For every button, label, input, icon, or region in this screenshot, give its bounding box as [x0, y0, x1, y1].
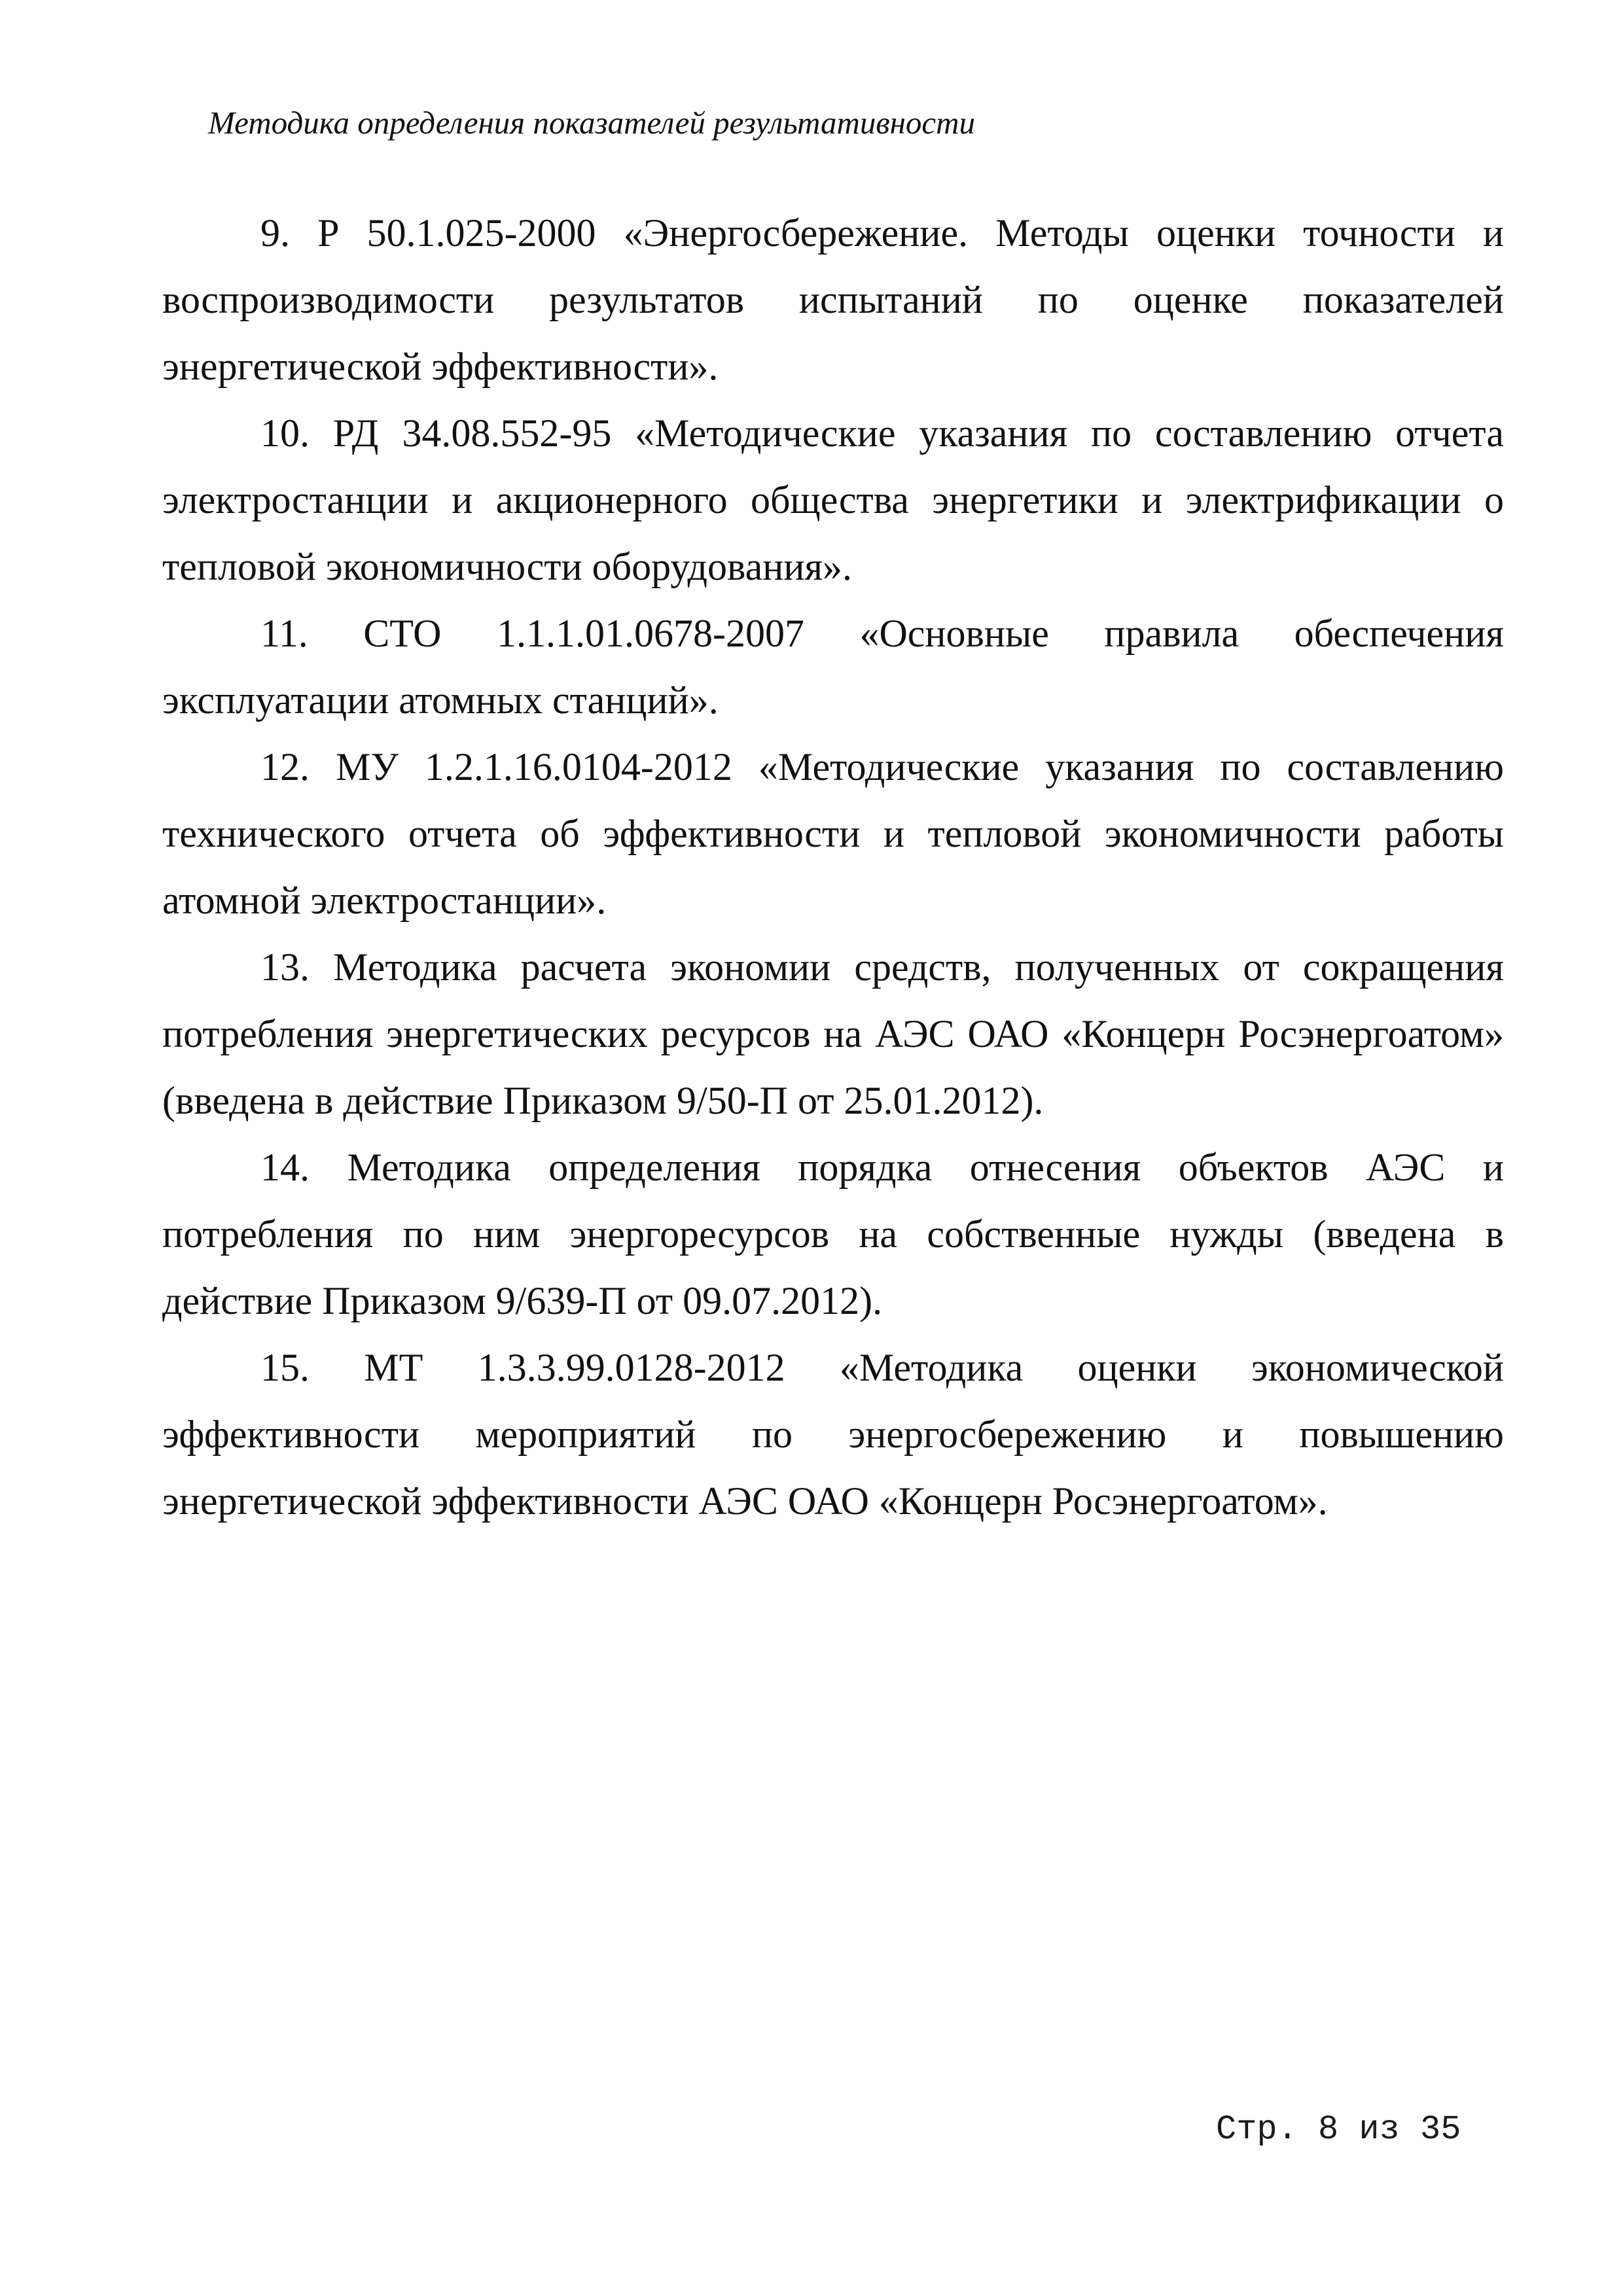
reference-item	[162, 733, 1504, 934]
reference-number: 9.	[260, 211, 290, 255]
reference-text: Методика определения порядка отнесения объектов АЭС и потребления по ним энергоресурсов на собственные нужды (введена в действие Приказом 9/639-П от 09.07.2012).	[162, 1146, 1504, 1322]
reference-item	[162, 400, 1504, 600]
reference-text: РД 34.08.552-95 «Методические указания по составлению отчета электростанции и акционерного общества энергетики и электрификации о тепловой экономичности оборудования».	[162, 412, 1505, 588]
reference-number: 12.	[260, 745, 310, 788]
page-header-title: Методика определения показателей результативности	[208, 105, 976, 141]
reference-number: 11.	[260, 612, 308, 655]
reference-text: Р 50.1.025-2000 «Энергосбережение. Методы оценки точности и воспроизводимости результатов испытаний по оценке показателей энергетической эффективности».	[162, 211, 1504, 388]
reference-list	[162, 200, 1504, 1534]
reference-item	[162, 934, 1504, 1134]
reference-text: Методика расчета экономии средств, полученных от сокращения потребления энергетических ресурсов на АЭС ОАО «Концерн Росэнергоатом» (введена в действие Приказом 9/50-П от 25.01.2012).	[162, 945, 1504, 1122]
reference-item	[162, 200, 1504, 400]
reference-number: 14.	[260, 1146, 310, 1189]
reference-number: 15.	[260, 1346, 310, 1389]
reference-number: 10.	[260, 412, 310, 455]
reference-number: 13.	[260, 945, 310, 989]
reference-text: МУ 1.2.1.16.0104-2012 «Методические указания по составлению технического отчета об эффективности и тепловой экономичности работы атомной электростанции».	[162, 745, 1505, 922]
reference-text: СТО 1.1.1.01.0678-2007 «Основные правила обеспечения эксплуатации атомных станций».	[162, 612, 1504, 722]
reference-item	[162, 1334, 1504, 1534]
reference-item	[162, 1134, 1504, 1334]
reference-text: МТ 1.3.3.99.0128-2012 «Методика оценки экономической эффективности мероприятий по энергосбережению и повышению энергетической эффективности АЭС ОАО «Концерн Росэнергоатом».	[162, 1346, 1504, 1523]
page-number: Стр. 8 из 35	[1216, 2110, 1461, 2149]
reference-item	[162, 600, 1504, 733]
